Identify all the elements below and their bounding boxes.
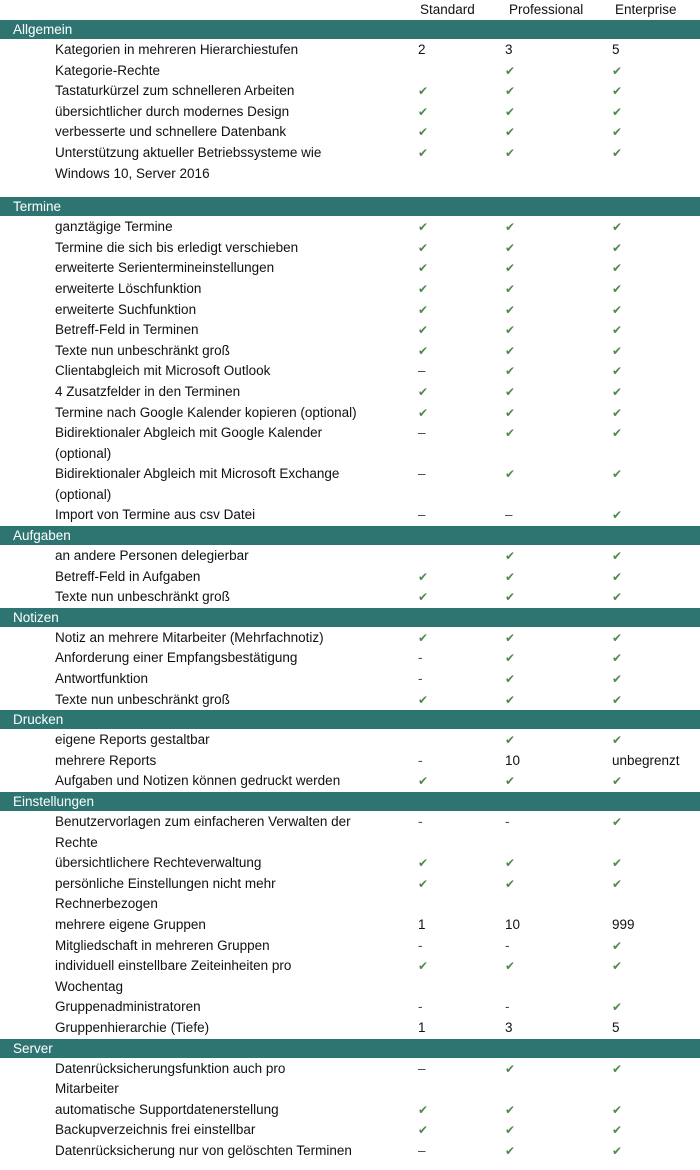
value-cell-enterprise: 999	[612, 916, 635, 932]
value-cell-standard: 1	[418, 916, 426, 932]
check-icon-enterprise: ✔	[612, 651, 623, 666]
section-header: Notizen	[0, 608, 700, 627]
feature-row	[0, 751, 700, 772]
feature-label-line: Mitarbeiter	[55, 1081, 119, 1097]
feature-label	[55, 812, 405, 853]
feature-label	[55, 853, 405, 874]
check-icon-enterprise: ✔	[612, 1000, 623, 1015]
feature-label-line: übersichtlicher durch modernes Design	[55, 103, 290, 119]
feature-label-line: Mitgliedschaft in mehreren Gruppen	[55, 937, 270, 953]
check-icon-professional: ✔	[505, 1143, 516, 1158]
feature-row	[0, 382, 700, 403]
feature-label-line: Backupverzeichnis frei einstellbar	[55, 1122, 256, 1138]
feature-label	[55, 81, 405, 102]
feature-label	[55, 143, 405, 184]
value-cell-standard: -	[418, 999, 423, 1015]
check-icon-enterprise: ✔	[612, 343, 623, 358]
check-icon-enterprise: ✔	[612, 84, 623, 99]
feature-label	[55, 1059, 405, 1100]
check-icon-enterprise: ✔	[612, 405, 623, 420]
check-icon-enterprise: ✔	[612, 426, 623, 441]
feature-row	[0, 464, 700, 505]
feature-label-line: Bidirektionaler Abgleich mit Microsoft Exchange	[55, 466, 340, 482]
check-icon-enterprise: ✔	[612, 549, 623, 564]
check-icon-enterprise: ✔	[612, 959, 623, 974]
feature-row	[0, 771, 700, 792]
check-icon-professional: ✔	[505, 281, 516, 296]
feature-row	[0, 956, 700, 997]
feature-label-line: mehrere Reports	[55, 752, 157, 768]
column-header-row	[0, 0, 700, 20]
check-icon-enterprise: ✔	[612, 145, 623, 160]
section-header: Drucken	[0, 710, 700, 729]
check-icon-professional: ✔	[505, 672, 516, 687]
feature-label-line: Termine die sich bis erledigt verschieben	[55, 239, 299, 255]
feature-row	[0, 102, 700, 123]
check-icon-professional: ✔	[505, 405, 516, 420]
feature-label-line: Texte nun unbeschränkt groß	[55, 589, 230, 605]
value-cell-professional: 10	[505, 752, 521, 768]
feature-label-line: Rechte	[55, 834, 98, 850]
feature-row	[0, 812, 700, 853]
value-cell-standard: 2	[418, 42, 426, 57]
feature-label	[55, 567, 405, 588]
sections-container	[0, 20, 700, 1162]
section-spacer	[0, 184, 700, 197]
check-icon-professional: ✔	[505, 630, 516, 645]
feature-label	[55, 1018, 405, 1039]
feature-row	[0, 1120, 700, 1141]
feature-label-line: Betreff-Feld in Terminen	[55, 322, 199, 338]
value-cell-standard: -	[418, 671, 423, 687]
check-icon-standard: ✔	[418, 384, 429, 399]
value-cell-standard: –	[418, 1060, 426, 1076]
value-cell-professional: 3	[505, 42, 513, 57]
feature-label	[55, 648, 405, 669]
check-icon-professional: ✔	[505, 104, 516, 119]
check-icon-professional: ✔	[505, 959, 516, 974]
value-cell-standard: –	[418, 425, 426, 441]
feature-label	[55, 279, 405, 300]
feature-row	[0, 915, 700, 936]
check-icon-standard: ✔	[418, 84, 429, 99]
feature-label	[55, 505, 405, 526]
feature-label	[55, 936, 405, 957]
check-icon-standard: ✔	[418, 405, 429, 420]
check-icon-standard: ✔	[418, 692, 429, 707]
value-cell-professional: -	[505, 937, 510, 953]
value-cell-professional: -	[505, 814, 510, 829]
feature-row	[0, 853, 700, 874]
feature-label-line: Texte nun unbeschränkt groß	[55, 342, 230, 358]
feature-row	[0, 628, 700, 649]
feature-label	[55, 771, 405, 792]
feature-label-line: Gruppenhierarchie (Tiefe)	[55, 1019, 210, 1035]
section-header: Termine	[0, 197, 700, 216]
feature-label-line: Notiz an mehrere Mitarbeiter (Mehrfachnotiz)	[55, 629, 324, 645]
feature-label	[55, 61, 405, 82]
feature-label	[55, 102, 405, 123]
feature-row	[0, 1018, 700, 1039]
check-icon-professional: ✔	[505, 1061, 516, 1076]
feature-label-line: Anforderung einer Empfangsbestätigung	[55, 650, 298, 666]
column-header-standard: Standard	[420, 2, 475, 17]
check-icon-professional: ✔	[505, 590, 516, 605]
feature-label	[55, 915, 405, 936]
check-icon-professional: ✔	[505, 774, 516, 789]
feature-row	[0, 300, 700, 321]
feature-row	[0, 1100, 700, 1121]
feature-label-line: erweiterte Löschfunktion	[55, 280, 202, 296]
feature-row	[0, 238, 700, 259]
feature-label-line: persönliche Einstellungen nicht mehr	[55, 875, 276, 891]
feature-label	[55, 361, 405, 382]
feature-row	[0, 1059, 700, 1100]
feature-label	[55, 628, 405, 649]
feature-row	[0, 587, 700, 608]
feature-row	[0, 279, 700, 300]
feature-row	[0, 122, 700, 143]
check-icon-standard: ✔	[418, 343, 429, 358]
feature-label-line: 4 Zusatzfelder in den Terminen	[55, 383, 241, 399]
feature-label-line: Antwortfunktion	[55, 671, 149, 687]
feature-label-line: Betreff-Feld in Aufgaben	[55, 568, 201, 584]
feature-label	[55, 1100, 405, 1121]
feature-label-line: (optional)	[55, 486, 112, 502]
check-icon-standard: ✔	[418, 959, 429, 974]
feature-label	[55, 1120, 405, 1141]
check-icon-standard: ✔	[418, 125, 429, 140]
feature-row	[0, 874, 700, 915]
feature-row	[0, 61, 700, 82]
check-icon-enterprise: ✔	[612, 323, 623, 338]
feature-label-line: Datenrücksicherung nur von gelöschten Terminen	[55, 1142, 352, 1158]
value-cell-standard: -	[418, 937, 423, 953]
check-icon-enterprise: ✔	[612, 856, 623, 871]
feature-label-line: Import von Termine aus csv Datei	[55, 507, 256, 523]
check-icon-standard: ✔	[418, 104, 429, 119]
check-icon-enterprise: ✔	[612, 876, 623, 891]
check-icon-standard: ✔	[418, 220, 429, 235]
feature-label	[55, 423, 405, 464]
feature-label-line: Rechnerbezogen	[55, 896, 158, 912]
value-cell-professional: -	[505, 999, 510, 1015]
check-icon-professional: ✔	[505, 426, 516, 441]
feature-row	[0, 936, 700, 957]
feature-label	[55, 320, 405, 341]
feature-label	[55, 587, 405, 608]
feature-row	[0, 40, 700, 61]
check-icon-enterprise: ✔	[612, 1102, 623, 1117]
feature-label	[55, 956, 405, 997]
check-icon-enterprise: ✔	[612, 364, 623, 379]
value-cell-professional: 3	[505, 1019, 513, 1035]
feature-label	[55, 238, 405, 259]
feature-label-line: eigene Reports gestaltbar	[55, 732, 210, 748]
check-icon-enterprise: ✔	[612, 590, 623, 605]
check-icon-professional: ✔	[505, 1123, 516, 1138]
check-icon-standard: ✔	[418, 630, 429, 645]
check-icon-enterprise: ✔	[612, 1123, 623, 1138]
feature-row	[0, 143, 700, 184]
check-icon-standard: ✔	[418, 569, 429, 584]
feature-row	[0, 320, 700, 341]
check-icon-enterprise: ✔	[612, 63, 623, 78]
section-header: Einstellungen	[0, 792, 700, 811]
feature-row	[0, 403, 700, 424]
feature-label	[55, 730, 405, 751]
feature-label	[55, 874, 405, 915]
check-icon-professional: ✔	[505, 343, 516, 358]
feature-label-line: (optional)	[55, 445, 112, 461]
check-icon-enterprise: ✔	[612, 302, 623, 317]
value-cell-standard: -	[418, 814, 423, 829]
check-icon-professional: ✔	[505, 220, 516, 235]
feature-label	[55, 1141, 405, 1162]
check-icon-standard: ✔	[418, 774, 429, 789]
check-icon-enterprise: ✔	[612, 104, 623, 119]
check-icon-professional: ✔	[505, 569, 516, 584]
check-icon-standard: ✔	[418, 240, 429, 255]
feature-row	[0, 505, 700, 526]
feature-label	[55, 669, 405, 690]
check-icon-professional: ✔	[505, 1102, 516, 1117]
feature-row	[0, 648, 700, 669]
check-icon-enterprise: ✔	[612, 630, 623, 645]
check-icon-enterprise: ✔	[612, 220, 623, 235]
feature-label	[55, 546, 405, 567]
feature-row	[0, 361, 700, 382]
feature-label	[55, 997, 405, 1018]
check-icon-standard: ✔	[418, 261, 429, 276]
check-icon-enterprise: ✔	[612, 692, 623, 707]
check-icon-standard: ✔	[418, 281, 429, 296]
check-icon-professional: ✔	[505, 125, 516, 140]
check-icon-professional: ✔	[505, 692, 516, 707]
feature-label-line: Windows 10, Server 2016	[55, 165, 210, 181]
feature-label	[55, 217, 405, 238]
value-cell-standard: –	[418, 466, 426, 482]
feature-label-line: Kategorie-Rechte	[55, 62, 161, 78]
feature-label	[55, 300, 405, 321]
check-icon-enterprise: ✔	[612, 733, 623, 748]
check-icon-enterprise: ✔	[612, 1061, 623, 1076]
check-icon-standard: ✔	[418, 1123, 429, 1138]
feature-label-line: Unterstützung aktueller Betriebssysteme wie	[55, 144, 322, 160]
feature-label-line: automatische Supportdatenerstellung	[55, 1101, 279, 1117]
feature-label-line: individuell einstellbare Zeiteinheiten pro	[55, 958, 292, 974]
feature-label	[55, 341, 405, 362]
column-header-enterprise: Enterprise	[615, 2, 677, 17]
check-icon-enterprise: ✔	[612, 774, 623, 789]
feature-label-line: Aufgaben und Notizen können gedruckt werden	[55, 773, 341, 789]
check-icon-enterprise: ✔	[612, 467, 623, 482]
feature-label-line: Tastaturkürzel zum schnelleren Arbeiten	[55, 83, 295, 99]
check-icon-professional: ✔	[505, 364, 516, 379]
feature-label-line: erweiterte Serientermineinstellungen	[55, 260, 275, 276]
check-icon-professional: ✔	[505, 84, 516, 99]
check-icon-standard: ✔	[418, 323, 429, 338]
check-icon-enterprise: ✔	[612, 569, 623, 584]
check-icon-standard: ✔	[418, 590, 429, 605]
section-header: Aufgaben	[0, 526, 700, 545]
feature-label-line: Termine nach Google Kalender kopieren (optional)	[55, 404, 357, 420]
check-icon-professional: ✔	[505, 261, 516, 276]
feature-label-line: Bidirektionaler Abgleich mit Google Kalender	[55, 425, 323, 441]
check-icon-professional: ✔	[505, 876, 516, 891]
value-cell-professional: 10	[505, 916, 521, 932]
section-header: Server	[0, 1039, 700, 1058]
feature-row	[0, 423, 700, 464]
feature-label-line: übersichtlichere Rechteverwaltung	[55, 855, 262, 871]
check-icon-enterprise: ✔	[612, 672, 623, 687]
feature-label-line: mehrere eigene Gruppen	[55, 916, 206, 932]
feature-label	[55, 258, 405, 279]
check-icon-standard: ✔	[418, 302, 429, 317]
check-icon-standard: ✔	[418, 856, 429, 871]
check-icon-standard: ✔	[418, 145, 429, 160]
feature-label-line: an andere Personen delegierbar	[55, 548, 249, 564]
check-icon-enterprise: ✔	[612, 261, 623, 276]
feature-label-line: Wochentag	[55, 978, 124, 994]
feature-label	[55, 690, 405, 711]
feature-row	[0, 546, 700, 567]
check-icon-professional: ✔	[505, 384, 516, 399]
feature-label-line: ganztägige Termine	[55, 219, 173, 235]
value-cell-enterprise: 5	[612, 42, 620, 57]
value-cell-standard: –	[418, 363, 426, 379]
value-cell-standard: 1	[418, 1019, 426, 1035]
feature-label-line: Gruppenadministratoren	[55, 999, 201, 1015]
check-icon-professional: ✔	[505, 302, 516, 317]
feature-label-line: Benutzervorlagen zum einfacheren Verwalten der	[55, 814, 351, 829]
feature-row	[0, 997, 700, 1018]
column-header-professional: Professional	[509, 2, 584, 17]
check-icon-standard: ✔	[418, 876, 429, 891]
check-icon-professional: ✔	[505, 856, 516, 871]
check-icon-standard: ✔	[418, 1102, 429, 1117]
section-header: Allgemein	[0, 20, 700, 39]
feature-row	[0, 730, 700, 751]
check-icon-enterprise: ✔	[612, 938, 623, 953]
value-cell-standard: –	[418, 507, 426, 523]
check-icon-enterprise: ✔	[612, 240, 623, 255]
check-icon-professional: ✔	[505, 323, 516, 338]
check-icon-professional: ✔	[505, 733, 516, 748]
feature-label	[55, 403, 405, 424]
feature-label	[55, 382, 405, 403]
feature-label-line: Clientabgleich mit Microsoft Outlook	[55, 363, 271, 379]
value-cell-standard: -	[418, 650, 423, 666]
check-icon-professional: ✔	[505, 651, 516, 666]
feature-row	[0, 258, 700, 279]
feature-row	[0, 690, 700, 711]
check-icon-enterprise: ✔	[612, 281, 623, 296]
value-cell-standard: –	[418, 1142, 426, 1158]
value-cell-enterprise: unbegrenzt	[612, 752, 680, 768]
check-icon-enterprise: ✔	[612, 125, 623, 140]
value-cell-standard: -	[418, 752, 423, 768]
feature-row	[0, 1141, 700, 1162]
value-cell-enterprise: 5	[612, 1019, 620, 1035]
check-icon-professional: ✔	[505, 240, 516, 255]
check-icon-professional: ✔	[505, 145, 516, 160]
feature-label-line: Datenrücksicherungsfunktion auch pro	[55, 1060, 286, 1076]
check-icon-professional: ✔	[505, 467, 516, 482]
feature-row	[0, 81, 700, 102]
feature-row	[0, 341, 700, 362]
check-icon-enterprise: ✔	[612, 508, 623, 523]
check-icon-enterprise: ✔	[612, 815, 623, 829]
feature-label-line: Texte nun unbeschränkt groß	[55, 691, 230, 707]
feature-label-line: erweiterte Suchfunktion	[55, 301, 197, 317]
check-icon-professional: ✔	[505, 63, 516, 78]
check-icon-professional: ✔	[505, 549, 516, 564]
feature-row	[0, 567, 700, 588]
feature-label-line: verbesserte und schnellere Datenbank	[55, 124, 287, 140]
feature-row	[0, 217, 700, 238]
value-cell-professional: –	[505, 507, 513, 523]
feature-label	[55, 40, 405, 61]
check-icon-enterprise: ✔	[612, 1143, 623, 1158]
feature-label-line: Kategorien in mehreren Hierarchiestufen	[55, 42, 299, 57]
feature-label	[55, 751, 405, 772]
feature-label	[55, 122, 405, 143]
feature-row	[0, 669, 700, 690]
check-icon-enterprise: ✔	[612, 384, 623, 399]
feature-label	[55, 464, 405, 505]
